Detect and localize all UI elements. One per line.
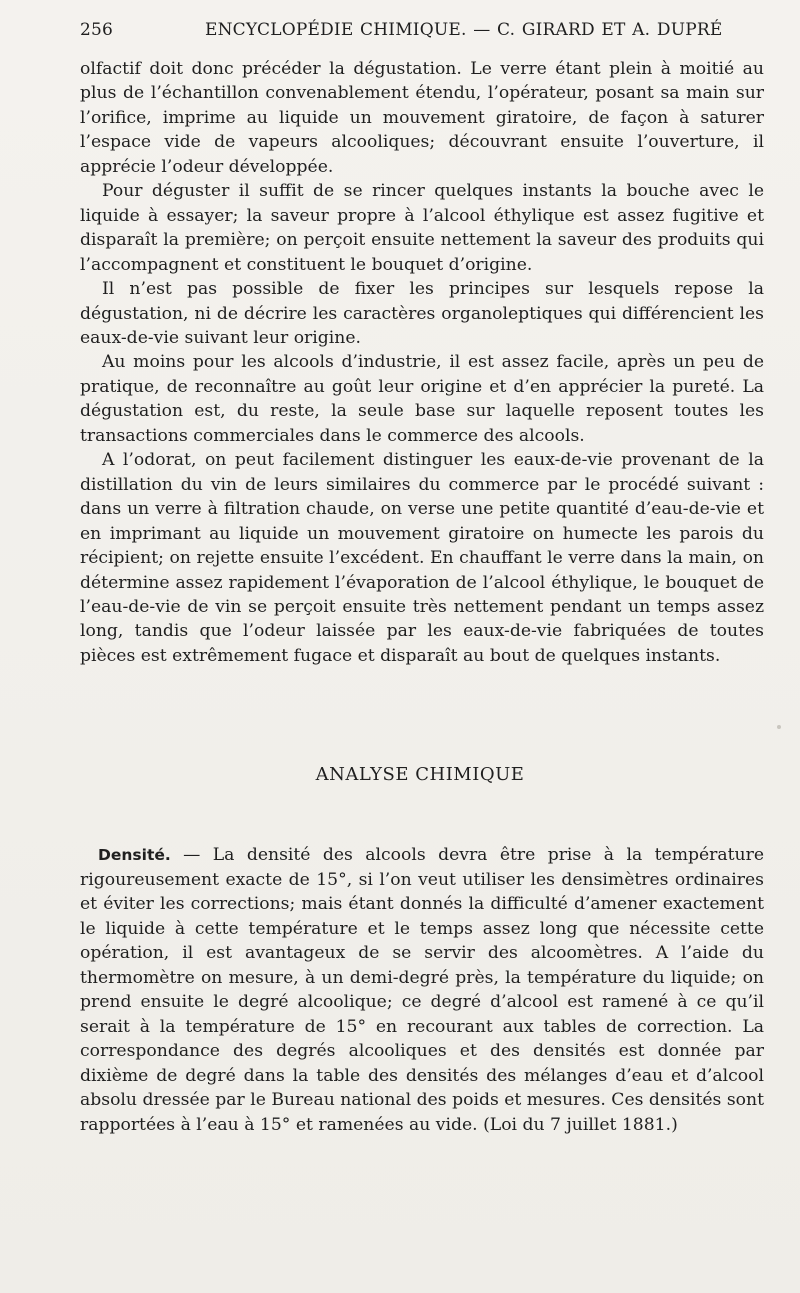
running-title: ENCYCLOPÉDIE CHIMIQUE. — C. GIRARD ET A. DUPRÉ [205, 20, 723, 40]
scan-speck [777, 725, 781, 729]
body-text [80, 57, 764, 668]
paragraph-olfactif: olfactif doit donc précéder la dégustation. Le verre étant plein à moitié au plus de l’échantillon convenablement étendu, l’opérateur, posant sa main sur l’orifice, imprime au liquide un mouvement giratoire, de façon à saturer l’espace vide de vapeurs alcooliques; découvrant ensuite l’ouverture, il apprécie l’odeur développée. [80, 59, 764, 177]
section-heading: ANALYSE CHIMIQUE [315, 764, 525, 785]
paragraph-densite [80, 843, 764, 1138]
paragraph-alcools-industrie: Au moins pour les alcools d’industrie, il est assez facile, après un peu de pratique, de reconnaître au goût leur origine et d’en apprécier la pureté. La dégustation est, du reste, la seule base sur laquelle reposent toutes les transactions commerciales dans le commerce des alcools. [80, 352, 764, 446]
paragraph-deguster: Pour déguster il suffit de se rincer quelques instants la bouche avec le liquide à essayer; la saveur propre à l’alcool éthylique est assez fugitive et disparaît la première; on perçoit ensuite nettement la saveur des produits qui l’accompagnent et constituent le bouquet d’origine. [80, 181, 764, 275]
page-header [80, 20, 764, 44]
paragraph-odorat: A l’odorat, on peut facilement distinguer les eaux-de-vie provenant de la distillation du vin de leurs similaires du commerce par le procédé suivant : dans un verre à filtration chaude, on verse une petite quantité d’eau-de-vie et en imprimant au liquide un mouvement giratoire on humecte les parois du récipient; on rejette ensuite l’excédent. En chauffant le verre dans la main, on détermine assez rapidement l’évaporation de l’alcool éthylique, le bouquet de l’eau-de-vie de vin se perçoit ensuite très nettement pendant un temps assez long, tandis que l’odeur laissée par les eaux-de-vie fabriquées de toutes pièces est extrêmement fugace et disparaît au bout de quelques instants. [80, 450, 764, 666]
page-number: 256 [80, 20, 114, 40]
lead-term-densite: Densité. [98, 846, 171, 864]
paragraph-principes: Il n’est pas possible de fixer les principes sur lesquels repose la dégustation, ni de décrire les caractères organoleptiques qui différencient les eaux-de-vie suivant leur origine. [80, 279, 764, 348]
section-body [80, 843, 764, 1138]
densite-text: — La densité des alcools devra être prise à la température rigoureusement exacte de 15°, si l’on veut utiliser les densimètres ordinaires et éviter les corrections; mais étant donnés la difficulté d’amener exactement le liquide à cette température et le temps assez long que nécessite cette opération, il est avantageux de se servir des alcoomètres. A l’aide du thermomètre on mesure, à un demi-degré près, la température du liquide; on prend ensuite le degré alcoolique; ce degré d’alcool est ramené à ce qu’il serait à la température de 15° en recourant aux tables de correction. La correspondance des degrés alcooliques et des densités est donnée par dixième de degré dans la table des densités des mélanges d’eau et d’alcool absolu dressée par le Bureau national des poids et mesures. Ces densités sont rapportées à l’eau à 15° et ramenées au vide. (Loi du 7 juillet 1881.) [80, 845, 764, 1136]
